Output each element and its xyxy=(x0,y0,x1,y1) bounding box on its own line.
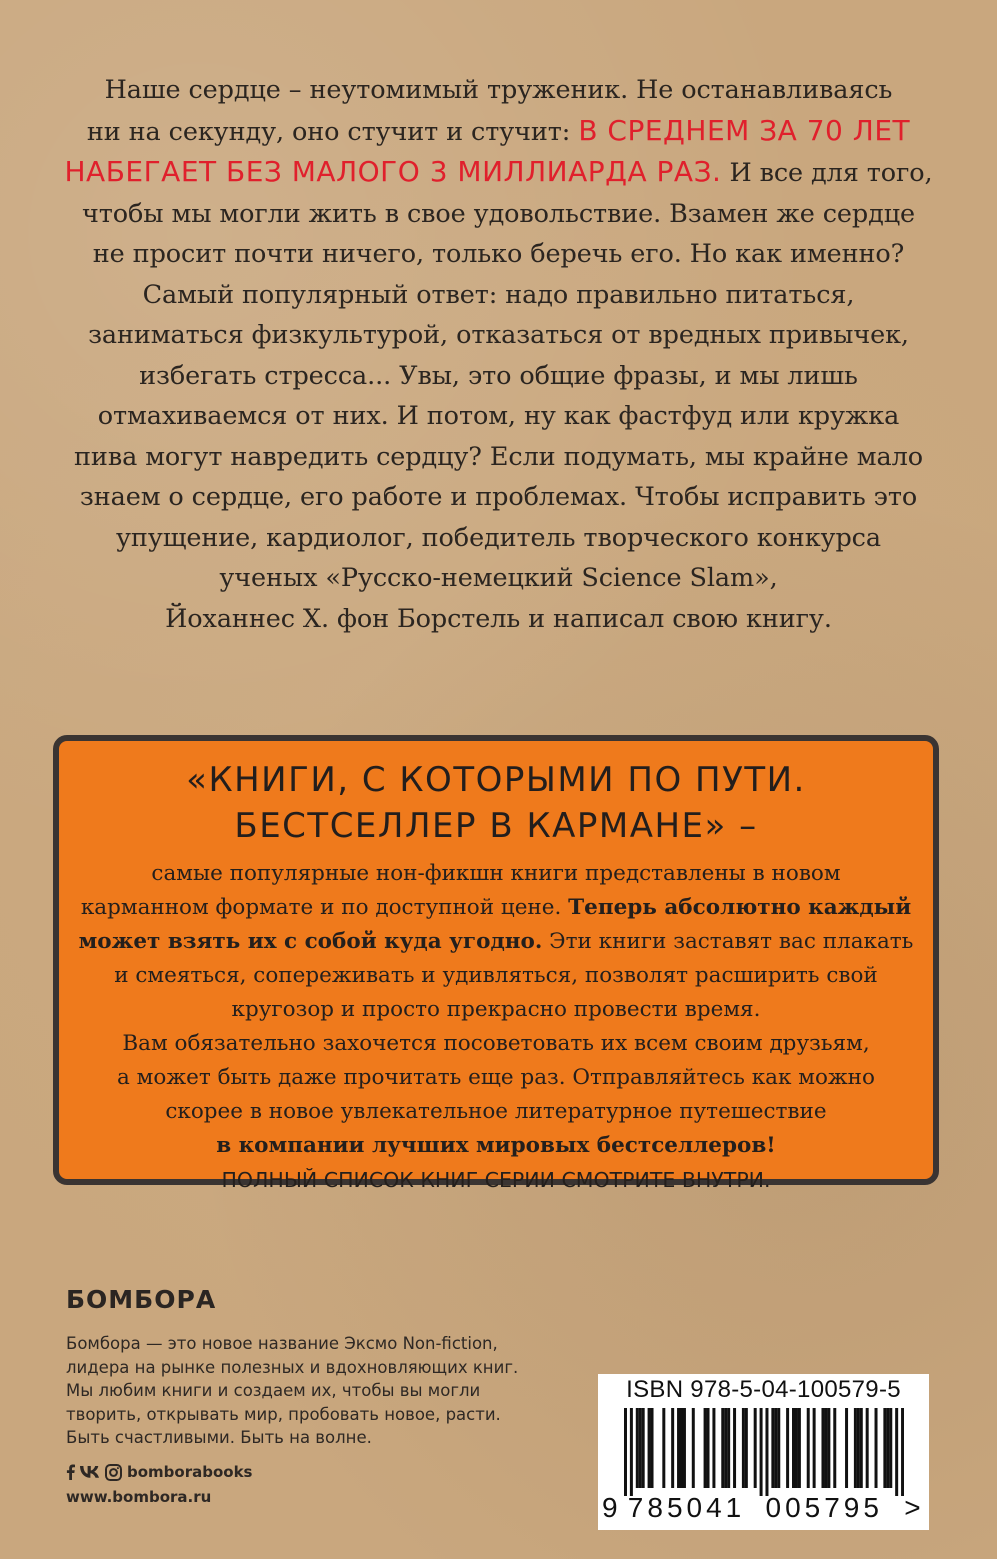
barcode-bar xyxy=(889,1408,892,1488)
series-title-line: БЕСТСЕЛЛЕР В КАРМАНЕ» – xyxy=(234,806,758,846)
barcode-bar xyxy=(704,1408,707,1488)
book-description xyxy=(40,70,957,639)
social-links xyxy=(66,1463,253,1481)
barcode-bar xyxy=(639,1408,642,1488)
series-title-line: «КНИГИ, С КОТОРЫМИ ПО ПУТИ. xyxy=(186,760,806,800)
barcode-digits xyxy=(602,1492,922,1524)
facebook-icon[interactable] xyxy=(66,1463,75,1481)
about-line: Быть счастливыми. Быть на волне. xyxy=(66,1428,372,1447)
barcode-bar xyxy=(760,1408,763,1496)
series-text-line: может взять их с собой куда угодно. Эти книги заставят вас плакать xyxy=(78,929,914,954)
description-line: упущение, кардиолог, победитель творческого конкурса xyxy=(116,522,881,553)
about-line: творить, открывать мир, пробовать новое, расти. xyxy=(66,1404,501,1424)
barcode-bar xyxy=(648,1408,651,1488)
barcode-bar xyxy=(824,1408,827,1488)
barcode-bar xyxy=(677,1408,680,1488)
description-line: чтобы мы могли жить в свое удовольствие. Взамен же сердце xyxy=(82,198,915,229)
barcode-bar xyxy=(692,1408,695,1488)
barcode-bar xyxy=(733,1408,736,1488)
barcode-bar xyxy=(771,1408,774,1488)
barcode-bar xyxy=(886,1408,889,1488)
highlight-text: НАБЕГАЕТ БЕЗ МАЛОГО 3 МИЛЛИАРДА РАЗ. xyxy=(64,155,722,188)
barcode-bar xyxy=(727,1408,730,1488)
barcode-bar xyxy=(798,1408,801,1488)
barcode-bar xyxy=(821,1408,824,1488)
description-line: избегать стресса... Увы, это общие фразы, и мы лишь xyxy=(139,360,858,391)
series-text-line: а может быть даже прочитать еще раз. Отправляйтесь как можно xyxy=(117,1065,875,1090)
instagram-icon[interactable] xyxy=(105,1463,122,1481)
barcode-digits-left: 785041 xyxy=(627,1492,746,1523)
barcode-bar xyxy=(651,1408,654,1488)
barcode-bar xyxy=(901,1408,904,1496)
barcode-bar xyxy=(786,1408,789,1488)
bold-text: Теперь абсолютно каждый xyxy=(568,895,912,920)
barcode-bar xyxy=(636,1408,639,1488)
barcode-bar xyxy=(707,1408,710,1488)
series-title xyxy=(59,757,933,849)
description-line: Самый популярный ответ: надо правильно питаться, xyxy=(142,279,855,310)
highlight-text: В СРЕДНЕМ ЗА 70 ЛЕТ xyxy=(578,113,911,147)
vk-icon[interactable] xyxy=(80,1463,100,1481)
series-note: ПОЛНЫЙ СПИСОК КНИГ СЕРИИ СМОТРИТЕ ВНУТРИ. xyxy=(221,1168,771,1192)
barcode-bar xyxy=(721,1408,724,1488)
barcode-bar xyxy=(624,1408,627,1496)
barcode-bar xyxy=(866,1408,869,1488)
series-text-line: кругозор и просто прекрасно провести время. xyxy=(231,997,761,1022)
barcode-bar xyxy=(724,1408,727,1488)
description-line: НАБЕГАЕТ БЕЗ МАЛОГО 3 МИЛЛИАРДА РАЗ. И все для того, xyxy=(64,155,933,188)
barcode-bar xyxy=(807,1408,810,1488)
barcode-bar xyxy=(845,1408,848,1488)
series-text-line: Вам обязательно захочется посоветовать их всем своим друзьям, xyxy=(122,1031,870,1056)
barcode-bar xyxy=(774,1408,777,1488)
barcode-bar xyxy=(833,1408,836,1488)
description-line: ученых «Русско-немецкий Science Slam», xyxy=(219,563,778,593)
barcode-bar xyxy=(857,1408,860,1488)
publisher-about xyxy=(66,1332,518,1450)
barcode-bar xyxy=(854,1408,857,1488)
barcode-bar xyxy=(860,1408,863,1488)
description-line: ни на секунду, оно стучит и стучит: В СРЕДНЕМ ЗА 70 ЛЕТ xyxy=(86,113,911,147)
barcode-bar xyxy=(662,1408,665,1488)
description-line: заниматься физкультурой, отказаться от вредных привычек, xyxy=(88,320,909,350)
publisher-logo: БОМБОРА xyxy=(66,1285,217,1314)
barcode-bar xyxy=(630,1408,633,1496)
series-text-line: и смеяться, сопереживать и удивляться, позволят расширить свой xyxy=(114,963,878,988)
barcode-bar xyxy=(883,1408,886,1488)
barcode-arrow: > xyxy=(904,1492,921,1523)
description-line: Наше сердце – неутомимый труженик. Не останавливаясь xyxy=(104,75,893,105)
barcode-digits-right: 005795 xyxy=(765,1492,883,1523)
barcode-bar xyxy=(777,1408,780,1488)
barcode-bar xyxy=(683,1408,686,1488)
barcode-bar xyxy=(742,1408,745,1488)
website-link[interactable]: www.bombora.ru xyxy=(66,1488,212,1506)
about-line: Мы любим книги и создаем их, чтобы вы могли xyxy=(66,1381,481,1400)
social-handle[interactable]: bomborabooks xyxy=(127,1463,253,1481)
barcode-bar xyxy=(642,1408,645,1488)
barcode-bar xyxy=(745,1408,748,1488)
about-line: Бомбора — это новое название Эксмо Non-fiction, xyxy=(66,1334,498,1353)
description-line: знаем о сердце, его работе и проблемах. Чтобы исправить это xyxy=(79,482,918,512)
isbn-barcode xyxy=(598,1374,929,1530)
barcode-bar xyxy=(795,1408,798,1488)
description-line: пива могут навредить сердцу? Если подумать, мы крайне мало xyxy=(74,441,923,472)
barcode-bar xyxy=(895,1408,898,1496)
series-text-line: скорее в новое увлекательное литературное путешествие xyxy=(165,1099,827,1124)
about-line: лидера на рынке полезных и вдохновляющих книг. xyxy=(66,1357,519,1377)
description-line: отмахиваемся от них. И потом, ну как фастфуд или кружка xyxy=(97,401,900,431)
series-description xyxy=(59,857,933,1163)
barcode-bar xyxy=(712,1408,715,1488)
barcode-bar xyxy=(792,1408,795,1488)
description-line: не просит почти ничего, только беречь его. Но как именно? xyxy=(92,239,905,269)
description-line: Йоханнес Х. фон Борстель и написал свою книгу. xyxy=(165,603,832,634)
barcode-bar xyxy=(754,1408,757,1488)
barcode-bar xyxy=(875,1408,878,1488)
barcode-bar xyxy=(680,1408,683,1488)
barcode xyxy=(624,1408,904,1496)
barcode-bar xyxy=(765,1408,768,1496)
series-text-line: самые популярные нон-фикшн книги представлены в новом xyxy=(151,861,841,886)
barcode-bar xyxy=(813,1408,816,1488)
series-panel xyxy=(53,735,939,1192)
bold-text: в компании лучших мировых бестселлеров! xyxy=(216,1133,776,1158)
barcode-bar xyxy=(827,1408,830,1488)
series-text-line: карманном формате и по доступной цене. Теперь абсолютно каждый xyxy=(80,895,912,920)
barcode-bar xyxy=(671,1408,674,1488)
barcode-digit-lead: 9 xyxy=(602,1492,618,1523)
bold-text: может взять их с собой куда угодно. xyxy=(78,929,543,954)
isbn-label: ISBN 978-5-04-100579-5 xyxy=(626,1376,901,1403)
